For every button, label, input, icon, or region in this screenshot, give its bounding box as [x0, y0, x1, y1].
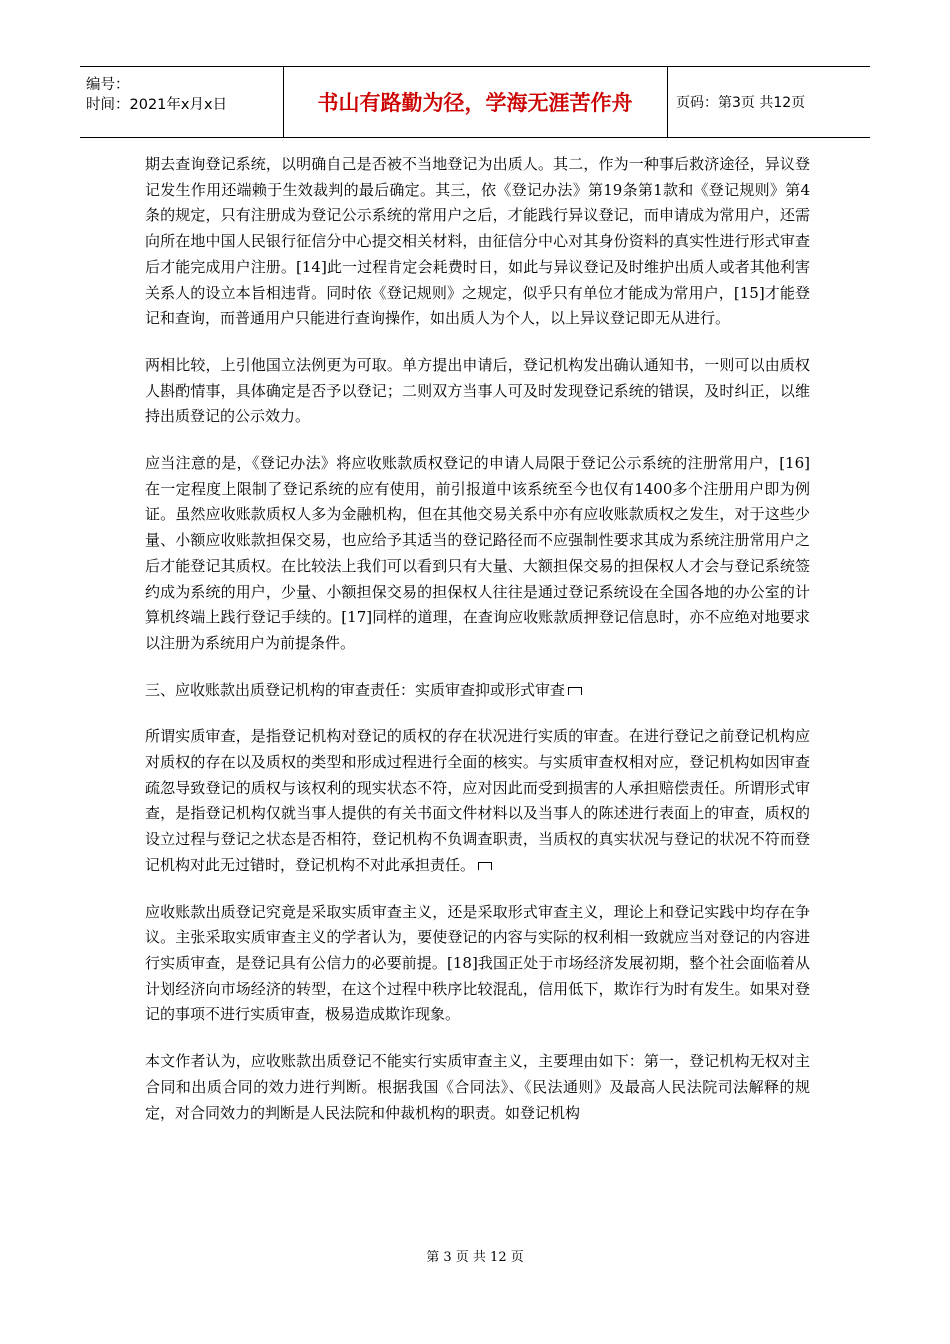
paragraph-text: 所谓实质审查，是指登记机构对登记的质权的存在状况进行实质的审查。在进行登记之前登记机构应对质权的存在以及质权的类型和形成过程进行全面的核实。与实质审查权相对应，登记机构如因审查疏忽导致登记的质权与该权利的现实状态不符，应对因此而受到损害的人承担赔偿责任。所谓形式审查，是指登记机构仅就当事人提供的有关书面文件材料以及当事人的陈述进行表面上的审查，质权的设立过程与登记之状态是否相符，登记机构不负调查职责，当质权的真实状况与登记的状况不符而登记机构对此无过错时，登记机构不对此承担责任。	[145, 727, 810, 874]
paragraph: 本文作者认为，应收账款出质登记不能实行实质审查主义，主要理由如下：第一，登记机构无权对主合同和出质合同的效力进行判断。根据我国《合同法》、《民法通则》及最高人民法院司法解释的规定，对合同效力的判断是人民法院和仲裁机构的职责。如登记机构	[145, 1052, 810, 1122]
paragraph: 两相比较，上引他国立法例更为可取。单方提出申请后，登记机构发出确认通知书，一则可以由质权人斟酌情事，具体确定是否予以登记；二则双方当事人可及时发现登记系统的错误，及时纠正，以维持出质登记的公示效力。	[145, 355, 810, 426]
page-footer: 第 3 页 共 12 页	[426, 1250, 524, 1265]
section-heading	[145, 678, 810, 704]
header-motto: 书山有路勤为径，学海无涯苦作舟	[317, 91, 633, 115]
page-header	[80, 66, 870, 138]
paragraph: 应当注意的是，《登记办法》将应收账款质权登记的申请人局限于登记公示系统的注册常用户，[16]在一定程度上限制了登记系统的应有使用，前引报道中该系统至今也仅有1400多个注册用户即为例证。虽然应收账款质权人多为金融机构，但在其他交易关系中亦有应收账款质权之发生，对于这些少量、小额应收账款担保交易，也应给予其适当的登记路径而不应强制性要求其成为系统注册常用户之后才能登记其质权。在比较法上我们可以看到只有大量、大额担保交易的担保权人才会与登记系统签约成为系统的用户，少量、小额担保交易的担保权人往往是通过登记系统设在全国各地的办公室的计算机终端上践行登记手续的。[17]同样的道理，在查询应收账款质押登记信息时，亦不应绝对地要求以注册为系统用户为前提条件。	[145, 454, 810, 652]
paragraph: 期去查询登记系统，以明确自己是否被不当地登记为出质人。其二，作为一种事后救济途径，异议登记发生作用还端赖于生效裁判的最后确定。其三，依《登记办法》第19条第1款和《登记规则》第4条的规定，只有注册成为登记公示系统的常用户之后，才能践行异议登记，而申请成为常用户，还需向所在地中国人民银行征信分中心提交相关材料，由征信分中心对其身份资料的真实性进行形式审查后才能完成用户注册。[14]此一过程肯定会耗费时日，如此与异议登记及时维护出质人或者其他利害关系人的设立本旨相违背。同时依《登记规则》之规定，似乎只有单位才能成为常用户，[15]才能登记和查询，而普通用户只能进行查询操作，如出质人为个人，以上异议登记即无从进行。	[145, 155, 810, 328]
header-meta	[80, 67, 283, 137]
paragraph: 应收账款出质登记究竟是采取实质审查主义，还是采取形式审查主义，理论上和登记实践中均存在争议。主张采取实质审查主义的学者认为，要使登记的内容与实际的权利相一致就应当对登记的内容进行实质审查，是登记具有公信力的必要前提。[18]我国正处于市场经济发展初期，整个社会面临着从计划经济向市场经济的转型，在这个过程中秩序比较混乱，信用低下，欺诈行为时有发生。如果对登记的事项不进行实质审查，极易造成欺诈现象。	[145, 902, 810, 1024]
time-label: 时间：2021年x月x日	[86, 97, 228, 113]
number-label: 编号：	[86, 77, 130, 93]
section-heading-text: 三、应收账款出质登记机构的审查责任：实质审查抑或形式审查	[145, 680, 566, 699]
paragraph-mark-icon	[478, 862, 492, 870]
header-page-info: 页码：第3页 共12页	[676, 95, 806, 111]
paragraph-mark-icon	[568, 687, 582, 695]
document-body	[145, 152, 810, 1126]
paragraph	[145, 724, 810, 878]
